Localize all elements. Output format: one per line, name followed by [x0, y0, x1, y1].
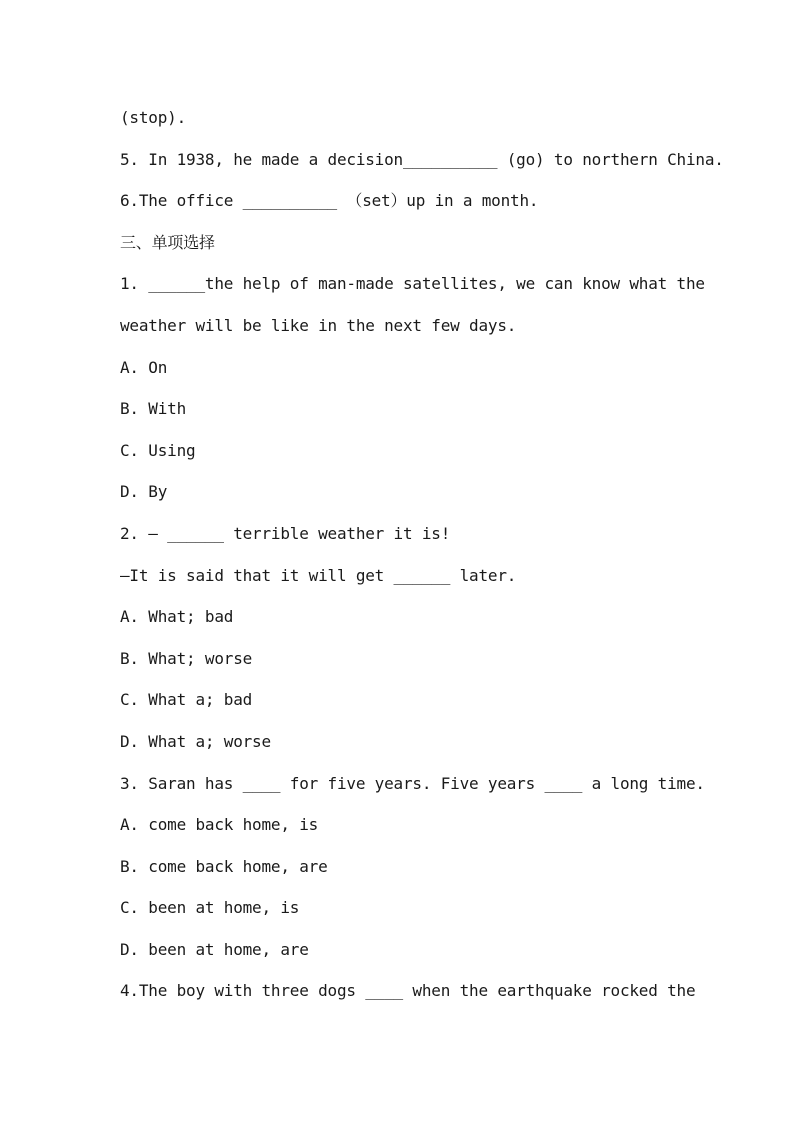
- question-5: 5. In 1938, he made a decision__________ (go) to northern China.: [120, 149, 724, 169]
- mc-question-1: 1. ______the help of man-made satellites, we can know what the: [120, 274, 705, 294]
- text-line: (stop).: [120, 108, 187, 127]
- mc-question-4: 4.The boy with three dogs ____ when the earthquake rocked the: [120, 981, 696, 1001]
- option-d: D. By: [120, 482, 168, 502]
- option-a: A. come back home, is: [120, 815, 319, 835]
- option-a: A. On: [120, 357, 168, 377]
- mc-question-2-cont: —It is said that it will get ______ later.: [120, 565, 517, 585]
- mc-question-3: 3. Saran has ____ for five years. Five years ____ a long time.: [120, 773, 705, 793]
- option-b: B. What; worse: [120, 648, 253, 668]
- option-b: B. With: [120, 399, 187, 419]
- question-6: 6.The office __________ （set）up in a month.: [120, 191, 539, 211]
- page-content: [120, 104, 724, 1019]
- option-d: D. been at home, are: [120, 939, 309, 959]
- section-heading: 三、单项选择: [120, 232, 215, 252]
- option-c: C. What a; bad: [120, 690, 253, 710]
- option-c: C. Using: [120, 440, 196, 460]
- mc-question-1-cont: weather will be like in the next few days.: [120, 315, 517, 335]
- option-d: D. What a; worse: [120, 731, 271, 751]
- mc-question-2: 2. — ______ terrible weather it is!: [120, 523, 451, 543]
- option-b: B. come back home, are: [120, 856, 328, 876]
- option-a: A. What; bad: [120, 607, 234, 627]
- option-c: C. been at home, is: [120, 898, 300, 918]
